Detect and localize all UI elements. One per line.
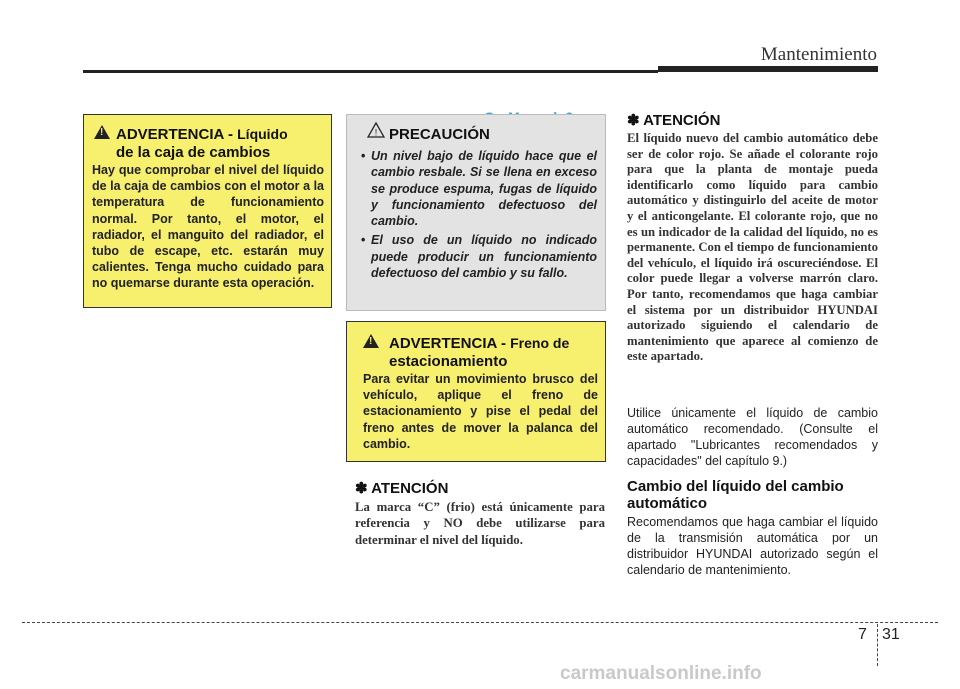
caution-list <box>357 148 597 284</box>
footer-rule <box>22 622 938 623</box>
chapter-number: 7 <box>858 626 867 643</box>
attention-right-body: El líquido nuevo del cambio automático debe ser de color rojo. Se añade el colorante rojo para que la planta de montaje pueda identificarlo como líquido para cambio automático y distinguirlo del aceite de motor y el anticongelante. El colorante rojo, que no es un indicador de la calidad del líquido, no es permanente. Con el tiempo de funcionamiento del vehículo, el líquido irá oscureciéndose. El color puede llegar a volverse marrón claro. Por tanto, recomendamos que haga cambiar el sistema por un distribuidor HYUNDAI autorizado siguiendo el calendario de mantenimiento que aparece al comienzo de este apartado. <box>627 131 878 364</box>
warning-brake-title-line2: estacionamiento <box>389 353 508 370</box>
warning-brake-title <box>389 334 601 371</box>
warning-fluid-title-line2: de la caja de cambios <box>116 144 271 161</box>
header-rule-thick <box>658 66 878 72</box>
change-section-heading: Cambio del líquido del cambio automático <box>627 478 844 512</box>
caution-box <box>346 114 606 311</box>
warning-brake-body: Para evitar un movimiento brusco del vehículo, aplique el freno de estacionamiento y pise el pedal del freno antes de mover la palanca del cambio. <box>363 372 598 451</box>
attention-right-heading: ✽ ATENCIÓN <box>627 112 721 129</box>
caution-triangle-icon <box>367 122 385 138</box>
attention-mid-body: La marca “C” (frio) está únicamente para referencia y NO debe utilizarse para determinar el nivel del líquido. <box>355 500 605 547</box>
warning-fluid-body: Hay que comprobar el nivel del líquido de la caja de cambios con el motor a la temperatura de funcionamiento normal. Por tanto, el motor, el radiador, el manguito del radiador, el tubo de escape, etc. estarán muy calientes. Tenga mucho cuidado para no quemarse durante esta operación. <box>92 163 324 291</box>
watermark-bottom: carmanualsonline.info <box>560 663 762 684</box>
caution-item: • Un nivel bajo de líquido hace que el cambio resbale. Si se llena en exceso se produce espuma, fugas de líquido y funcionamiento defectuoso del cambio. <box>357 148 597 229</box>
page-number: 31 <box>882 626 900 643</box>
warning-fluid-title-rest: Líquido <box>237 126 288 142</box>
fluid-recommendation-paragraph: Utilice únicamente el líquido de cambio automático recomendado. (Consulte el apartado "Lubricantes recomendados y capacidades" del capítulo 9.) <box>627 406 878 468</box>
warning-brake-title-main: ADVERTENCIA - <box>389 335 511 352</box>
svg-text:!: ! <box>374 127 378 138</box>
warning-triangle-icon <box>363 334 379 348</box>
warning-box-brake <box>346 321 606 462</box>
warning-fluid-title <box>116 125 326 162</box>
page-header-title: Mantenimiento <box>760 44 877 65</box>
warning-brake-title-rest: Freno de <box>510 335 570 351</box>
warning-fluid-title-main: ADVERTENCIA - <box>116 126 238 143</box>
caution-title: PRECAUCIÓN <box>389 126 490 143</box>
change-section-body: Recomendamos que haga cambiar el líquido de la transmisión automática por un distribuidor HYUNDAI autorizado según el calendario de mantenimiento. <box>627 515 878 577</box>
attention-mid-heading: ✽ ATENCIÓN <box>355 480 449 497</box>
caution-item: • El uso de un líquido no indicado puede producir un funcionamiento defectuoso del cambio y su fallo. <box>357 232 597 281</box>
footer-divider <box>877 624 878 666</box>
warning-triangle-icon <box>94 125 110 139</box>
header-rule <box>83 70 658 73</box>
warning-box-fluid <box>83 114 332 308</box>
